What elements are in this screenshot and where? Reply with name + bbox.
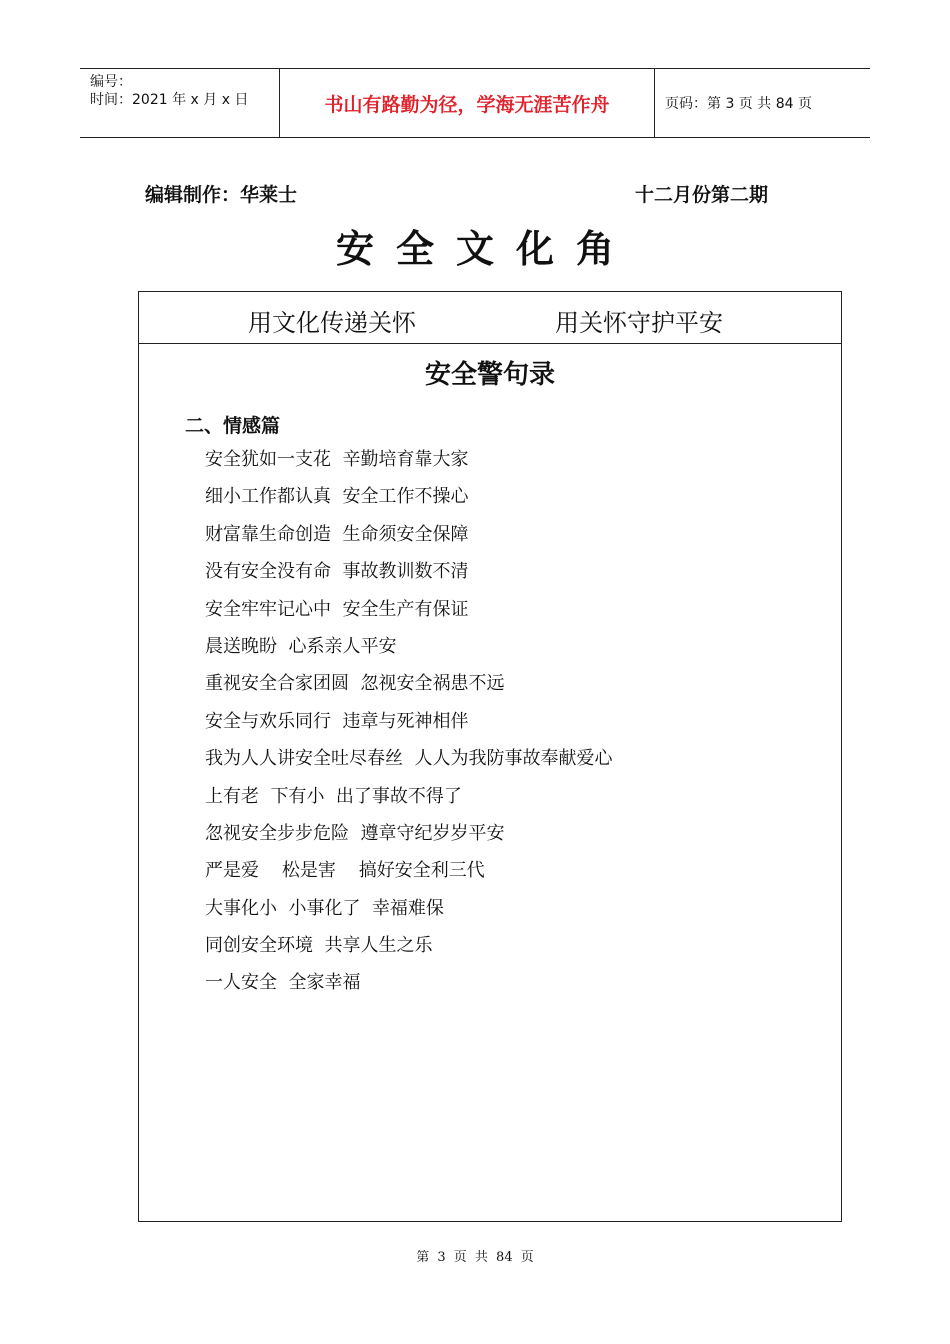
list-item: 同创安全环境 共享人生之乐 <box>205 935 433 957</box>
header-meta <box>80 69 280 137</box>
document-header <box>80 68 870 138</box>
header-motto: 书山有路勤为径，学海无涯苦作舟 <box>280 69 655 137</box>
list-item: 细小工作都认真 安全工作不操心 <box>205 486 469 508</box>
header-page-info: 页码：第 3 页 共 84 页 <box>665 96 812 112</box>
page-title: 安全文化角 <box>335 226 636 271</box>
list-item: 没有安全没有命 事故教训数不清 <box>205 561 469 583</box>
list-item: 我为人人讲安全吐尽春丝 人人为我防事故奉献爱心 <box>205 748 613 770</box>
slogan-left: 用文化传递关怀 <box>248 309 416 337</box>
section-title: 安全警句录 <box>424 360 555 390</box>
issue-label: 十二月份第二期 <box>635 184 769 206</box>
page-footer: 第 3 页 共 84 页 <box>416 1250 534 1265</box>
editor-credit: 编辑制作：华莱士 <box>145 184 298 206</box>
slogan-list <box>205 447 612 1008</box>
list-item: 安全犹如一支花 辛勤培育靠大家 <box>205 449 469 470</box>
list-item: 安全牢牢记心中 安全生产有保证 <box>205 598 469 620</box>
date-label: 时间：2021 年 x 月 x 日 <box>90 92 249 108</box>
content-box <box>138 291 842 1222</box>
list-item: 一人安全 全家幸福 <box>205 972 361 994</box>
list-item: 上有老 下有小 出了事故不得了 <box>205 785 462 807</box>
list-item: 大事化小 小事化了 幸福难保 <box>205 897 444 919</box>
list-item: 严是爱 松是害 搞好安全利三代 <box>205 860 485 882</box>
list-item: 晨送晚盼 心系亲人平安 <box>205 635 397 657</box>
list-item: 忽视安全步步危险 遵章守纪岁岁平安 <box>205 822 505 844</box>
list-item: 重视安全合家团圆 忽视安全祸患不远 <box>205 673 505 695</box>
slogan-row <box>139 292 841 344</box>
slogan-right: 用关怀守护平安 <box>555 309 723 337</box>
number-label: 编号： <box>90 74 132 90</box>
list-item: 财富靠生命创造 生命须安全保障 <box>205 523 469 545</box>
sub-heading: 二、情感篇 <box>185 415 281 437</box>
list-item: 安全与欢乐同行 违章与死神相伴 <box>205 710 469 732</box>
